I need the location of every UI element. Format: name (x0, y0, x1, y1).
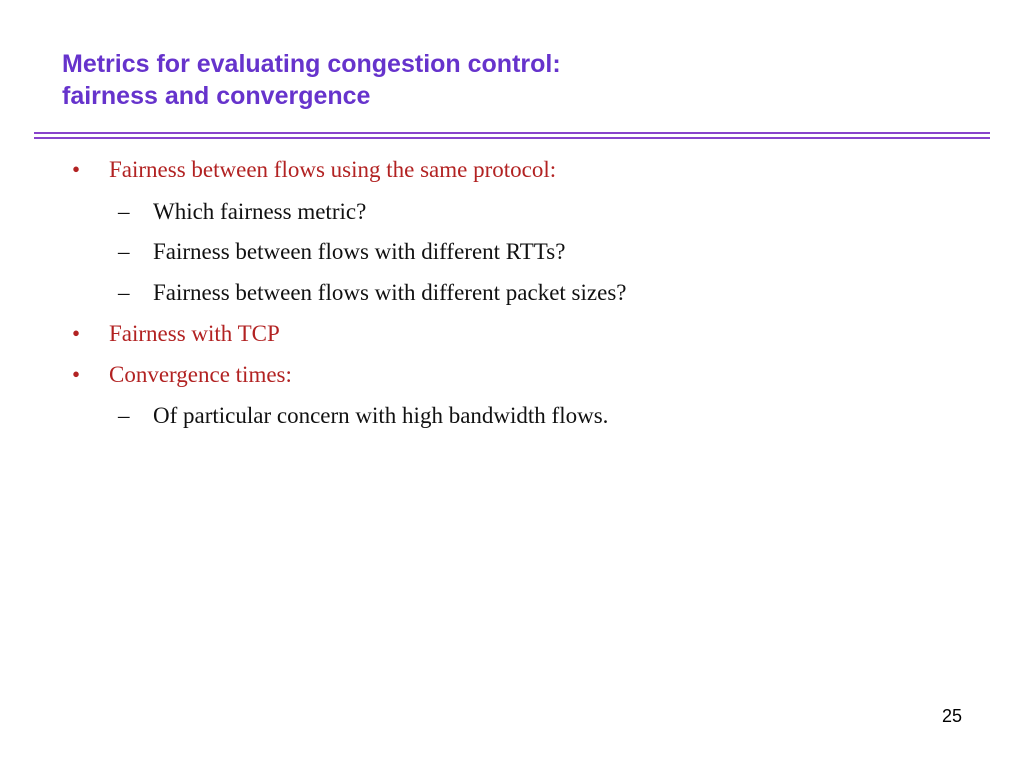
bullet-marker: • (72, 321, 81, 346)
title-line-1: Metrics for evaluating congestion control: (62, 50, 561, 78)
bullet-text: Fairness between flows using the same protocol: (109, 157, 557, 182)
bullet-marker: • (72, 362, 81, 387)
bullet-marker: • (72, 157, 81, 182)
bullet-text: Convergence times: (109, 362, 292, 387)
sub-bullet-text: Which fairness metric? (153, 199, 367, 224)
sub-bullet-text: Fairness between flows with different packet sizes? (153, 280, 627, 305)
sub-bullet-marker: – (118, 280, 130, 305)
sub-bullet-text: Of particular concern with high bandwidth flows. (153, 403, 609, 428)
sub-bullet-marker: – (118, 239, 130, 264)
sub-bullet-marker: – (118, 403, 130, 428)
title-divider-top (34, 132, 990, 134)
sub-bullet-marker: – (118, 199, 130, 224)
title-divider-bottom (34, 137, 990, 139)
slide-title (62, 48, 561, 112)
title-line-2: fairness and convergence (62, 82, 371, 110)
page-number: 25 (941, 706, 962, 726)
sub-bullet-text: Fairness between flows with different RTTs? (153, 239, 566, 264)
bullet-text: Fairness with TCP (109, 321, 280, 346)
